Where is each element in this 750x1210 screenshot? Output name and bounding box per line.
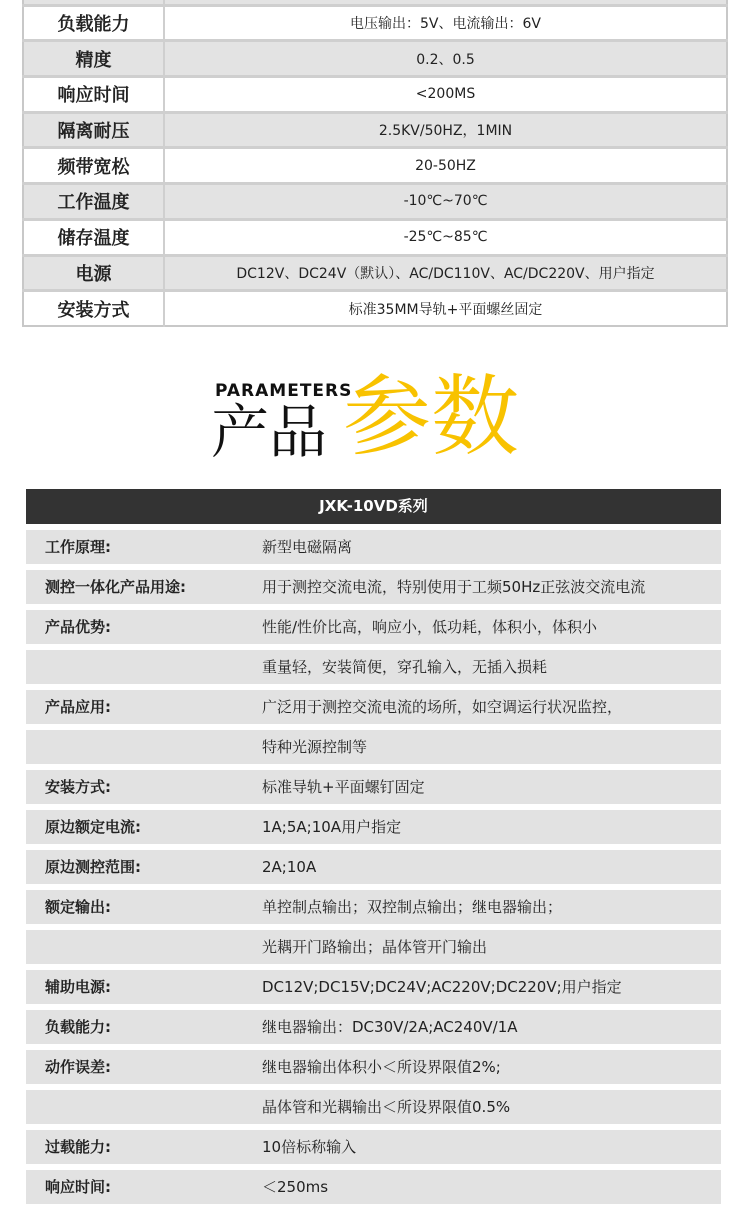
param-row bbox=[26, 690, 721, 724]
spec-value: 标准35MM导轨+平面螺丝固定 bbox=[164, 291, 727, 327]
param-row bbox=[26, 1050, 721, 1084]
spec-label: 隔离耐压 bbox=[23, 112, 164, 148]
spec-label: 储存温度 bbox=[23, 219, 164, 255]
param-row bbox=[26, 1090, 721, 1124]
param-label: 原边测控范围: bbox=[45, 858, 141, 876]
spec-value: 0.2、0.5 bbox=[164, 41, 727, 77]
param-row bbox=[26, 730, 721, 764]
spec-label: 安装方式 bbox=[23, 291, 164, 327]
param-value: 标准导轨+平面螺钉固定 bbox=[262, 778, 425, 796]
spec-row bbox=[23, 255, 727, 291]
param-row bbox=[26, 770, 721, 804]
param-label: 动作误差: bbox=[45, 1058, 111, 1076]
param-row bbox=[26, 570, 721, 604]
param-label: 原边额定电流: bbox=[45, 818, 141, 836]
param-label: 产品应用: bbox=[45, 698, 111, 716]
param-value: ＜250ms bbox=[262, 1178, 329, 1196]
spec-label: 工作温度 bbox=[23, 184, 164, 220]
param-value: 1A;5A;10A用户指定 bbox=[262, 818, 402, 836]
spec-value: 电压输出：5V、电流输出：6V bbox=[164, 5, 727, 41]
title-chinese-black: 产品 bbox=[211, 398, 328, 466]
spec-label: 精度 bbox=[23, 41, 164, 77]
spec-value: DC12V、DC24V（默认）、AC/DC110V、AC/DC220V、用户指定 bbox=[164, 255, 727, 291]
param-label: 工作原理: bbox=[45, 538, 111, 556]
spec-row bbox=[23, 291, 727, 327]
param-row bbox=[26, 650, 721, 684]
param-value: 性能/性价比高，响应小，低功耗，体积小，体积小 bbox=[262, 618, 598, 636]
spec-row bbox=[23, 184, 727, 220]
spec-row bbox=[23, 148, 727, 184]
spec-label: 频带宽松 bbox=[23, 148, 164, 184]
param-value: 重量轻，安装简便，穿孔输入，无插入损耗 bbox=[262, 658, 548, 676]
param-row bbox=[26, 850, 721, 884]
spec-table bbox=[22, 0, 728, 327]
param-row bbox=[26, 1010, 721, 1044]
param-value: 继电器输出体积小＜所设界限值2%; bbox=[262, 1058, 501, 1076]
params-table bbox=[26, 530, 721, 1210]
spec-value: -25℃~85℃ bbox=[164, 219, 727, 255]
spec-row bbox=[23, 112, 727, 148]
param-label: 负载能力: bbox=[45, 1018, 111, 1036]
param-value: 10倍标称输入 bbox=[262, 1138, 357, 1156]
param-label: 过载能力: bbox=[45, 1138, 111, 1156]
spec-row bbox=[23, 41, 727, 77]
param-row bbox=[26, 970, 721, 1004]
param-row bbox=[26, 1170, 721, 1204]
param-value: 广泛用于测控交流电流的场所，如空调运行状况监控， bbox=[262, 698, 623, 716]
param-row bbox=[26, 1130, 721, 1164]
param-label: 辅助电源: bbox=[45, 978, 111, 996]
param-value: DC12V;DC15V;DC24V;AC220V;DC220V;用户指定 bbox=[262, 978, 622, 996]
param-row bbox=[26, 610, 721, 644]
title-english: PARAMETERS bbox=[215, 381, 353, 401]
param-label: 产品优势: bbox=[45, 618, 111, 636]
param-row bbox=[26, 890, 721, 924]
spec-value: <200MS bbox=[164, 77, 727, 113]
spec-row bbox=[23, 77, 727, 113]
spec-value: -10℃~70℃ bbox=[164, 184, 727, 220]
spec-label: 响应时间 bbox=[23, 77, 164, 113]
param-value: 晶体管和光耦输出＜所设界限值0.5% bbox=[262, 1098, 511, 1116]
param-label: 响应时间: bbox=[45, 1178, 111, 1196]
param-value: 特种光源控制等 bbox=[262, 738, 368, 756]
param-value: 用于测控交流电流，特别使用于工频50Hz正弦波交流电流 bbox=[262, 578, 646, 596]
param-label: 安装方式: bbox=[45, 778, 111, 796]
spec-value: 20-50HZ bbox=[164, 148, 727, 184]
param-value: 光耦开门路输出；晶体管开门输出 bbox=[262, 938, 488, 956]
spec-label: 负载能力 bbox=[23, 5, 164, 41]
param-value: 继电器输出：DC30V/2A;AC240V/1A bbox=[262, 1018, 518, 1036]
section-title bbox=[211, 365, 545, 475]
param-row bbox=[26, 810, 721, 844]
param-value: 新型电磁隔离 bbox=[262, 538, 353, 556]
spec-label: 电源 bbox=[23, 255, 164, 291]
series-header: JXK-10VD系列 bbox=[26, 489, 721, 524]
spec-row bbox=[23, 5, 727, 41]
spec-value: 2.5KV/50HZ，1MIN bbox=[164, 112, 727, 148]
spec-row bbox=[23, 219, 727, 255]
param-label: 测控一体化产品用途: bbox=[45, 578, 186, 596]
param-label: 额定输出: bbox=[45, 898, 111, 916]
param-value: 单控制点输出；双控制点输出；继电器输出； bbox=[262, 898, 563, 916]
title-chinese-yellow: 参数 bbox=[343, 365, 520, 468]
param-row bbox=[26, 930, 721, 964]
param-value: 2A;10A bbox=[262, 858, 317, 876]
param-row bbox=[26, 530, 721, 564]
